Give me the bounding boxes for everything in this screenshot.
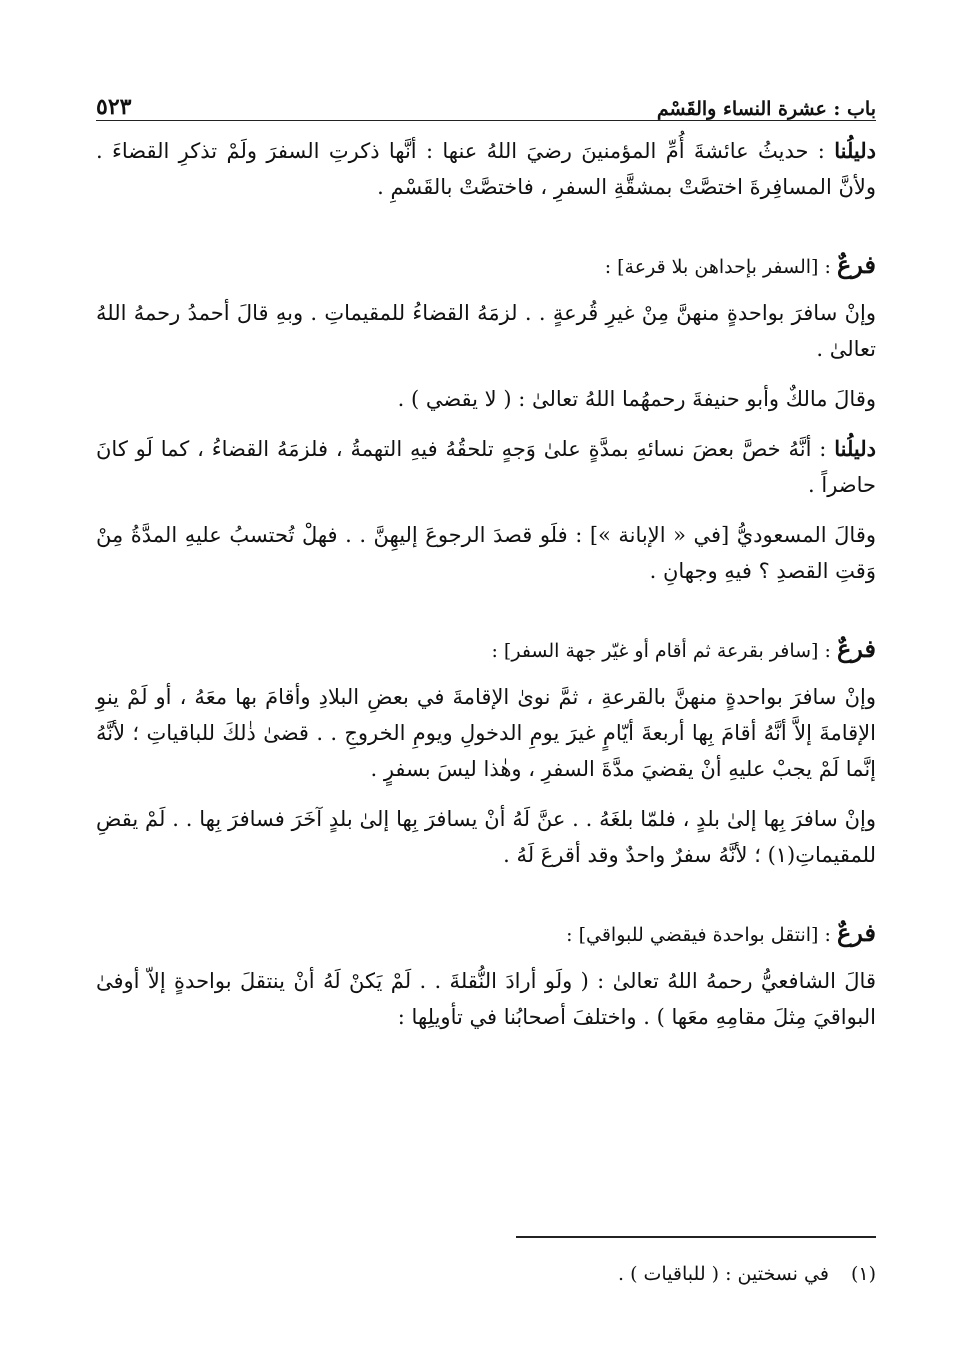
paragraph: [96, 801, 876, 873]
section-heading-word: فرعٌ: [836, 918, 876, 947]
footnote-rule: [516, 1236, 876, 1238]
chapter-title: باب : عشرة النساء والقَسْم: [656, 98, 876, 120]
section-heading-word: فرعٌ: [836, 634, 876, 663]
footnote: [96, 1258, 876, 1290]
paragraph-text: قالَ الشافعيُّ رحمهُ اللهُ تعالىٰ : ( ولَو أرادَ النُّقلةَ . . لَمْ يَكنْ لَهُ أنْ ينتقلَ بواحدةٍ إلاّ أوفىٰ البواقيَ مِثلَ مقامِهِ معَها ) . واختلفَ أصحابُنا في تأويلِها :: [96, 969, 876, 1029]
page-number: ٥٢٣: [96, 94, 132, 120]
paragraph-text: : حديثُ عائشةَ أُمِّ المؤمنينَ رضيَ اللهُ عنها : أنَّها ذكرتِ السفرَ ولَمْ تذكرِ القضاءَ . ولأنَّ المسافِرةَ اختصَّتْ بمشقَّةِ السفرِ ، فاختصَّتْ بالقَسْمِ .: [96, 139, 876, 199]
paragraph-text: وإنْ سافرَ بواحدةٍ منهنَّ مِنْ غيرِ قُرعةٍ . . لزمَهُ القضاءُ للمقيماتِ . وبهِ قالَ أحمدُ رحمهُ اللهُ تعالىٰ .: [96, 301, 876, 361]
paragraph: [96, 679, 876, 787]
running-header: [96, 84, 876, 121]
paragraph-lead: دليلُنا: [834, 436, 876, 461]
paragraph: [96, 431, 876, 503]
paragraph: [96, 963, 876, 1035]
paragraph: [96, 295, 876, 367]
paragraph-text: وإنْ سافرَ بِها إلىٰ بلدٍ ، فلمّا بلغَهُ . . عنَّ لَهُ أنْ يسافرَ بِها إلىٰ بلدٍ آخَرَ فسافرَ بِها . . لَمْ يقضِ للمقيماتِ(١) ؛ لأنَّهُ سفرٌ واحدٌ وقد أقرعَ لَهُ .: [96, 807, 876, 867]
footnote-number: (١): [850, 1263, 876, 1285]
book-page: [96, 84, 876, 1285]
section-heading: [96, 631, 876, 669]
footnote-text: في نسختين : ( للباقيات ) .: [617, 1263, 829, 1285]
section-heading: [96, 247, 876, 285]
body-text: [96, 133, 876, 1035]
section-heading-title: : [سافر بقرعة ثم أقام أو غيّر جهة السفر] :: [491, 640, 837, 662]
section-heading-title: : [انتقل بواحدة فيقضي للبواقي] :: [566, 924, 837, 946]
paragraph: [96, 517, 876, 589]
section-heading-title: : [السفر بإحداهن بلا قرعة] :: [604, 256, 837, 278]
paragraph-text: : أنَّهُ خصَّ بعضَ نسائهِ بمدَّةٍ علىٰ وَجهٍ تلحقُهُ فيهِ التهمةُ ، فلزمَهُ القضاءُ ، كما لَو كانَ حاضراً .: [96, 437, 876, 497]
paragraph-lead: دليلُنا: [834, 138, 876, 163]
paragraph-text: وقالَ المسعوديُّ [في « الإبانة »] : فلَو قصدَ الرجوعَ إليهِنَّ . . فهلْ تُحتسبُ عليهِ المدَّةُ مِنْ وَقتِ القصدِ ؟ فيهِ وجهانِ .: [96, 523, 876, 583]
paragraph-text: وإنْ سافرَ بواحدةٍ منهنَّ بالقرعةِ ، ثمَّ نوىٰ الإقامةَ في بعضِ البلادِ وأقامَ بها معَهُ ، أو لَمْ ينوِ الإقامةَ إلاَّ أنَّهُ أقامَ بِها أربعةَ أيّامٍ غيرَ يومِ الدخولِ ويومِ الخروجِ . . قضىٰ ذٰلكَ للباقياتِ ؛ لأنَّهُ إنَّما لَمْ يجبْ عليهِ أنْ يقضيَ مدَّةَ السفرِ ، وهٰذا ليسَ بسفرٍ .: [96, 685, 876, 781]
paragraph: [96, 381, 876, 417]
section-heading-word: فرعٌ: [836, 250, 876, 279]
section-heading: [96, 915, 876, 953]
paragraph: [96, 133, 876, 205]
paragraph-text: وقالَ مالكٌ وأبو حنيفةَ رحمهُما اللهُ تعالىٰ : ( لا يقضي ) .: [397, 387, 876, 411]
